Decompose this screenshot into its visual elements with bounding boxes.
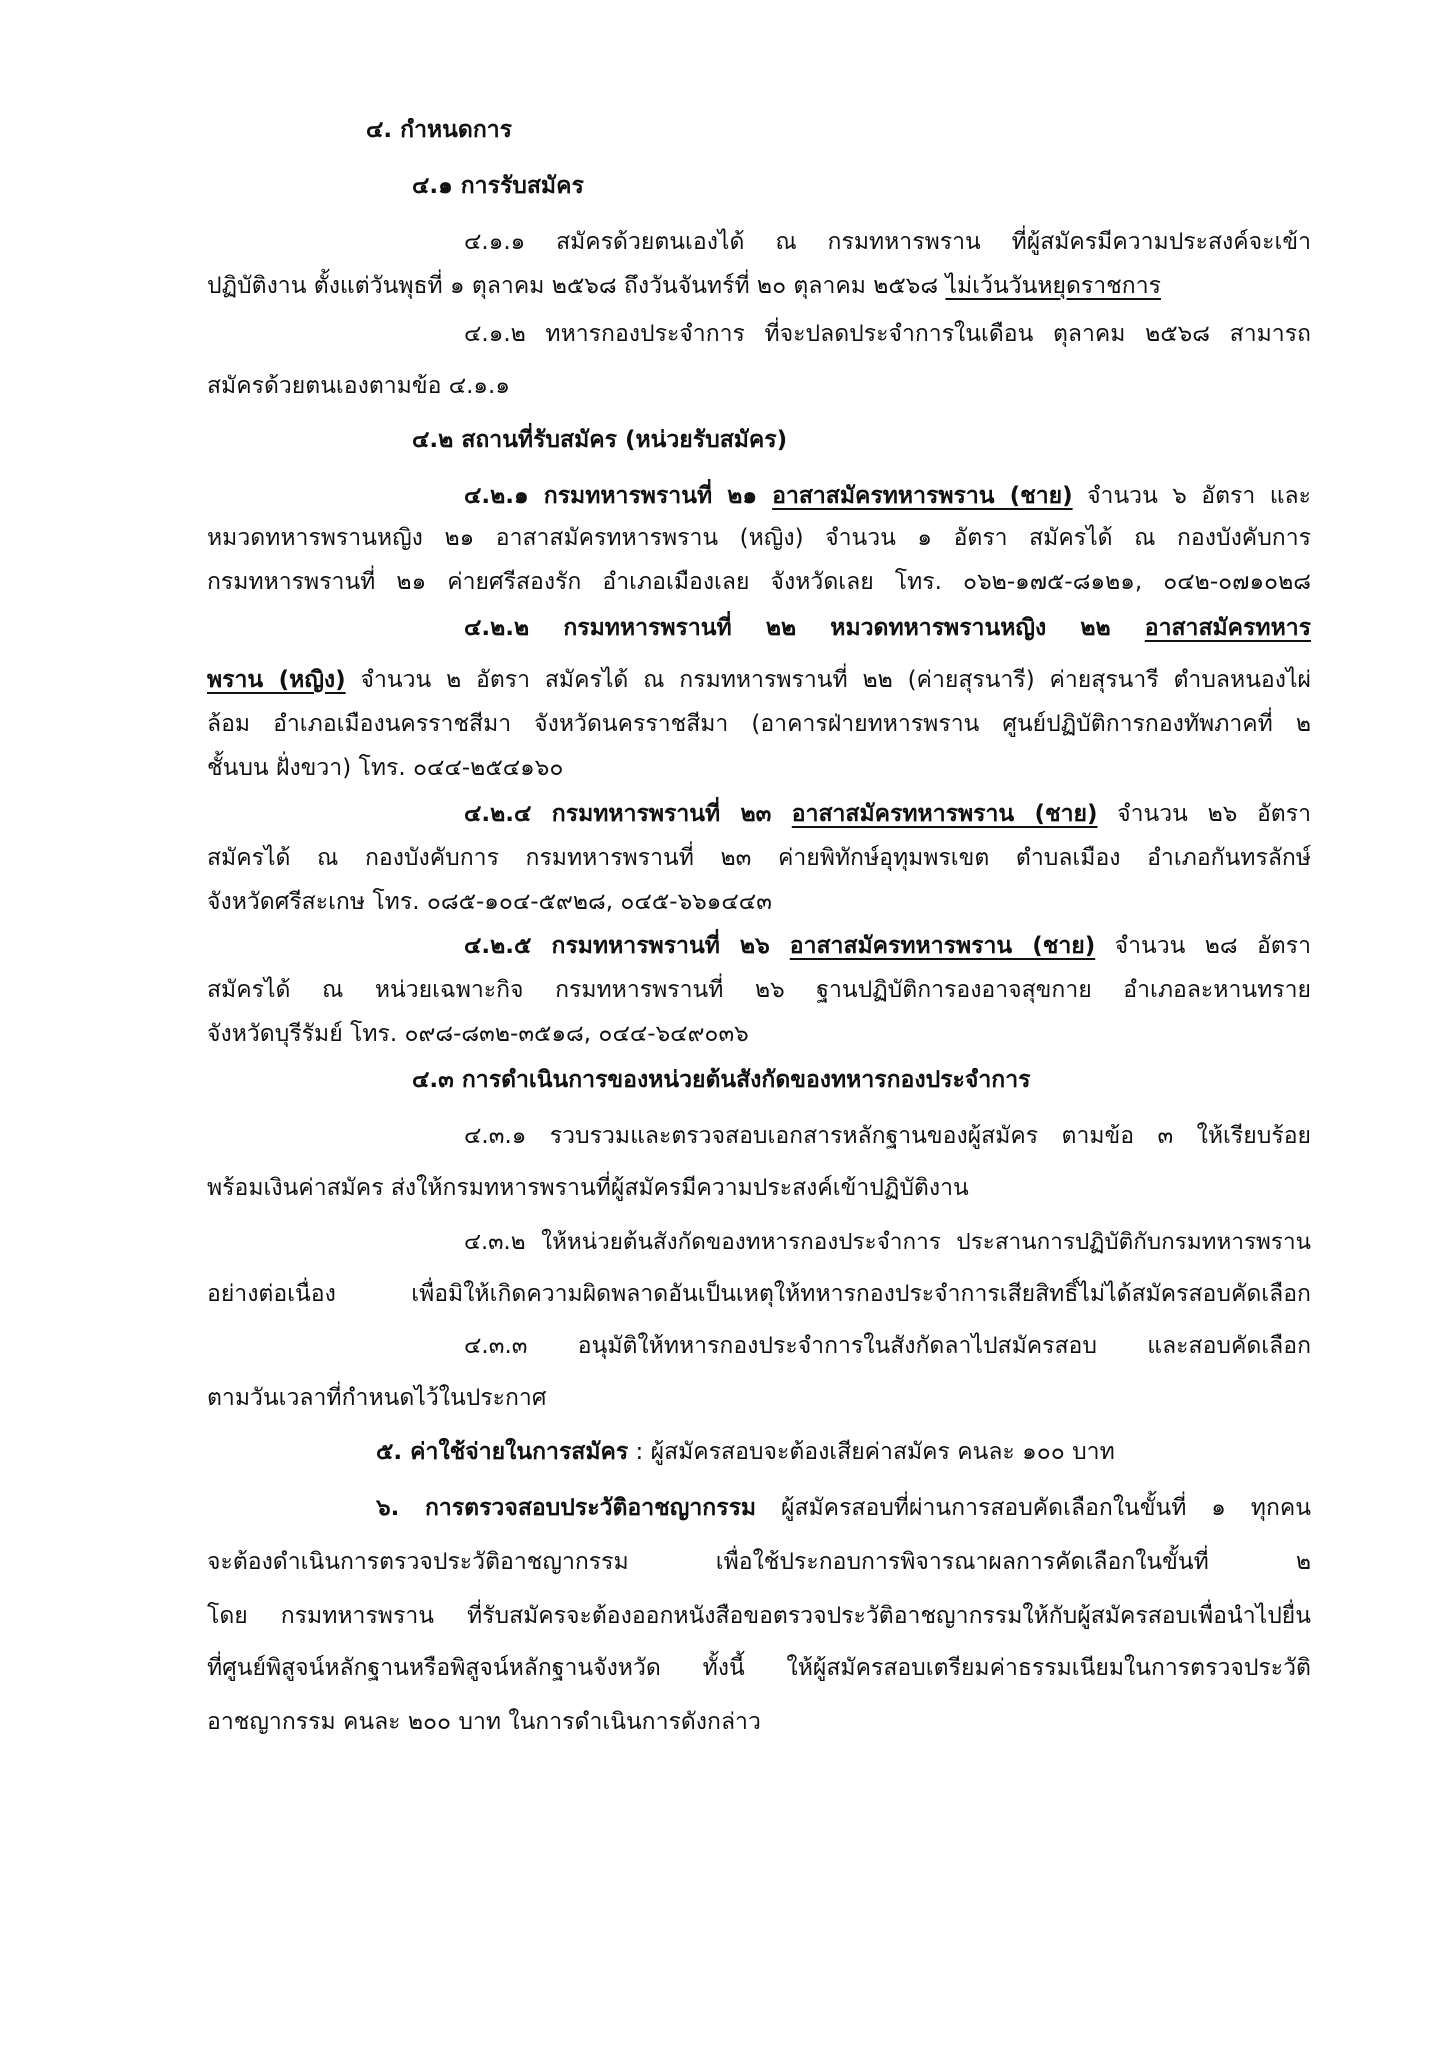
para-4-1-2-line-2: สมัครด้วยตนเองตามข้อ ๔.๑.๑ bbox=[207, 373, 510, 399]
para-4-2-5-bold: ๔.๒.๕ กรมทหารพรานที่ ๒๖ bbox=[464, 933, 790, 959]
section-4-3-heading: ๔.๓ การดำเนินการของหน่วยต้นสังกัดของทหารกองประจำการ bbox=[412, 1067, 1031, 1093]
para-4-2-1-rest: จำนวน ๖ อัตรา และ bbox=[1072, 483, 1311, 509]
para-4-2-5-line-1 bbox=[464, 924, 1311, 968]
section-5-heading: ๕. ค่าใช้จ่ายในการสมัคร bbox=[376, 1439, 629, 1465]
para-4-2-4-line-2: สมัครได้ ณ กองบังคับการ กรมทหารพรานที่ ๒๓ ค่ายพิทักษ์อุทุมพรเขต ตำบลเมือง อำเภอกันทรลักษ์ bbox=[207, 845, 1311, 871]
para-4-2-5-line-3: จังหวัดบุรีรัมย์ โทร. ๐๙๘-๘๓๒-๓๕๑๘, ๐๔๔-๖๔๙๐๓๖ bbox=[207, 1021, 749, 1047]
para-4-2-4-underlined: อาสาสมัครทหารพราน (ชาย) bbox=[791, 801, 1098, 827]
section-6-line-5: อาชญากรรม คนละ ๒๐๐ บาท ในการดำเนินการดังกล่าว bbox=[207, 1709, 761, 1735]
section-6-text: ผู้สมัครสอบที่ผ่านการสอบคัดเลือกในขั้นที่ ๑ ทุกคน bbox=[756, 1495, 1311, 1521]
section-4-2-heading: ๔.๒ สถานที่รับสมัคร (หน่วยรับสมัคร) bbox=[412, 427, 788, 453]
para-4-2-2-bold: ๔.๒.๒ กรมทหารพรานที่ ๒๒ หมวดทหารพรานหญิง ๒๒ bbox=[464, 615, 1145, 641]
section-6-line-2: จะต้องดำเนินการตรวจประวัติอาชญากรรม เพื่อใช้ประกอบการพิจารณาผลการคัดเลือกในขั้นที่ ๒ bbox=[207, 1549, 1311, 1575]
para-4-2-2-underlined-2: พราน (หญิง) bbox=[207, 667, 346, 693]
para-4-1-1-text: ปฏิบัติงาน ตั้งแต่วันพุธที่ ๑ ตุลาคม ๒๕๖๘ ถึงวันจันทร์ที่ ๒๐ ตุลาคม ๒๕๖๘ bbox=[207, 273, 946, 299]
para-4-2-1-bold: ๔.๒.๑ กรมทหารพรานที่ ๒๑ bbox=[464, 483, 773, 509]
section-5-line bbox=[376, 1430, 1311, 1474]
para-4-2-5-underlined: อาสาสมัครทหารพราน (ชาย) bbox=[789, 933, 1096, 959]
para-4-2-1-line-3: กรมทหารพรานที่ ๒๑ ค่ายศรีสองรัก อำเภอเมืองเลย จังหวัดเลย โทร. ๐๖๒-๑๗๕-๘๑๒๑, ๐๔๒-๐๗๑๐๒๘ bbox=[207, 569, 1311, 595]
section-6-heading: ๖. การตรวจสอบประวัติอาชญากรรม bbox=[376, 1495, 757, 1521]
para-4-2-2-line-1 bbox=[464, 606, 1311, 650]
section-6-line-3: โดย กรมทหารพราน ที่รับสมัครจะต้องออกหนังสือขอตรวจประวัติอาชญากรรมให้กับผู้สมัครสอบเพื่อนำไปยื่น bbox=[207, 1603, 1311, 1629]
para-4-2-2-underlined: อาสาสมัครทหาร bbox=[1144, 615, 1311, 641]
para-4-2-1-underlined: อาสาสมัครทหารพราน (ชาย) bbox=[772, 483, 1073, 509]
para-4-2-2-line-4: ชั้นบน ฝั่งขวา) โทร. ๐๔๔-๒๕๔๑๖๐ bbox=[207, 755, 564, 781]
para-4-2-5-rest: จำนวน ๒๘ อัตรา bbox=[1095, 933, 1311, 959]
para-4-3-3-line-2: ตามวันเวลาที่กำหนดไว้ในประกาศ bbox=[207, 1385, 547, 1411]
para-4-3-1-line-1: ๔.๓.๑ รวบรวมและตรวจสอบเอกสารหลักฐานของผู้สมัคร ตามข้อ ๓ ให้เรียบร้อย bbox=[464, 1123, 1311, 1149]
para-4-3-2-line-2: อย่างต่อเนื่อง เพื่อมิให้เกิดความผิดพลาดอันเป็นเหตุให้ทหารกองประจำการเสียสิทธิ์ไม่ได้สมัครสอบคัดเลือก bbox=[207, 1281, 1311, 1307]
section-5-text: : ผู้สมัครสอบจะต้องเสียค่าสมัคร คนละ ๑๐๐ บาท bbox=[628, 1439, 1115, 1465]
para-4-2-2-line-2 bbox=[207, 658, 1311, 702]
section-6-line-4: ที่ศูนย์พิสูจน์หลักฐานหรือพิสูจน์หลักฐานจังหวัด ทั้งนี้ ให้ผู้สมัครสอบเตรียมค่าธรรมเนียมในการตรวจประวัติ bbox=[207, 1655, 1311, 1681]
para-4-1-1-line-2 bbox=[207, 264, 1311, 308]
section-6-line-1 bbox=[376, 1486, 1311, 1530]
para-4-2-1-line-1 bbox=[464, 474, 1311, 518]
para-4-2-4-line-1 bbox=[464, 792, 1311, 836]
section-4-1-heading: ๔.๑ การรับสมัคร bbox=[412, 173, 584, 199]
para-4-1-1-underlined: ไม่เว้นวันหยุดราชการ bbox=[945, 273, 1161, 299]
para-4-3-1-line-2: พร้อมเงินค่าสมัคร ส่งให้กรมทหารพรานที่ผู้สมัครมีความประสงค์เข้าปฏิบัติงาน bbox=[207, 1175, 969, 1201]
para-4-3-2-line-1: ๔.๓.๒ ให้หน่วยต้นสังกัดของทหารกองประจำการ ประสานการปฏิบัติกับกรมทหารพราน bbox=[464, 1229, 1311, 1255]
para-4-2-4-rest: จำนวน ๒๖ อัตรา bbox=[1097, 801, 1311, 827]
para-4-1-1-line-1: ๔.๑.๑ สมัครด้วยตนเองได้ ณ กรมทหารพราน ที่ผู้สมัครมีความประสงค์จะเข้า bbox=[464, 229, 1311, 255]
para-4-2-4-line-3: จังหวัดศรีสะเกษ โทร. ๐๘๕-๑๐๔-๕๙๒๘, ๐๔๕-๖๖๑๔๔๓ bbox=[207, 889, 772, 915]
para-4-2-5-line-2: สมัครได้ ณ หน่วยเฉพาะกิจ กรมทหารพรานที่ ๒๖ ฐานปฏิบัติการองอาจสุขกาย อำเภอละหานทราย bbox=[207, 977, 1311, 1003]
para-4-2-1-line-2: หมวดทหารพรานหญิง ๒๑ อาสาสมัครทหารพราน (หญิง) จำนวน ๑ อัตรา สมัครได้ ณ กองบังคับการ bbox=[207, 525, 1311, 551]
para-4-2-4-bold: ๔.๒.๔ กรมทหารพรานที่ ๒๓ bbox=[464, 801, 792, 827]
para-4-2-2-rest: จำนวน ๒ อัตรา สมัครได้ ณ กรมทหารพรานที่ ๒๒ (ค่ายสุรนารี) ค่ายสุรนารี ตำบลหนองไผ่ bbox=[345, 667, 1311, 693]
para-4-3-3-line-1: ๔.๓.๓ อนุมัติให้ทหารกองประจำการในสังกัดลาไปสมัครสอบ และสอบคัดเลือก bbox=[464, 1333, 1311, 1359]
section-4-heading: ๔. กำหนดการ bbox=[366, 117, 513, 143]
para-4-1-2-line-1: ๔.๑.๒ ทหารกองประจำการ ที่จะปลดประจำการในเดือน ตุลาคม ๒๕๖๘ สามารถ bbox=[464, 321, 1311, 347]
para-4-2-2-line-3: ล้อม อำเภอเมืองนครราชสีมา จังหวัดนครราชสีมา (อาคารฝ่ายทหารพราน ศูนย์ปฏิบัติการกองทัพภาคที่ ๒ bbox=[207, 711, 1311, 737]
